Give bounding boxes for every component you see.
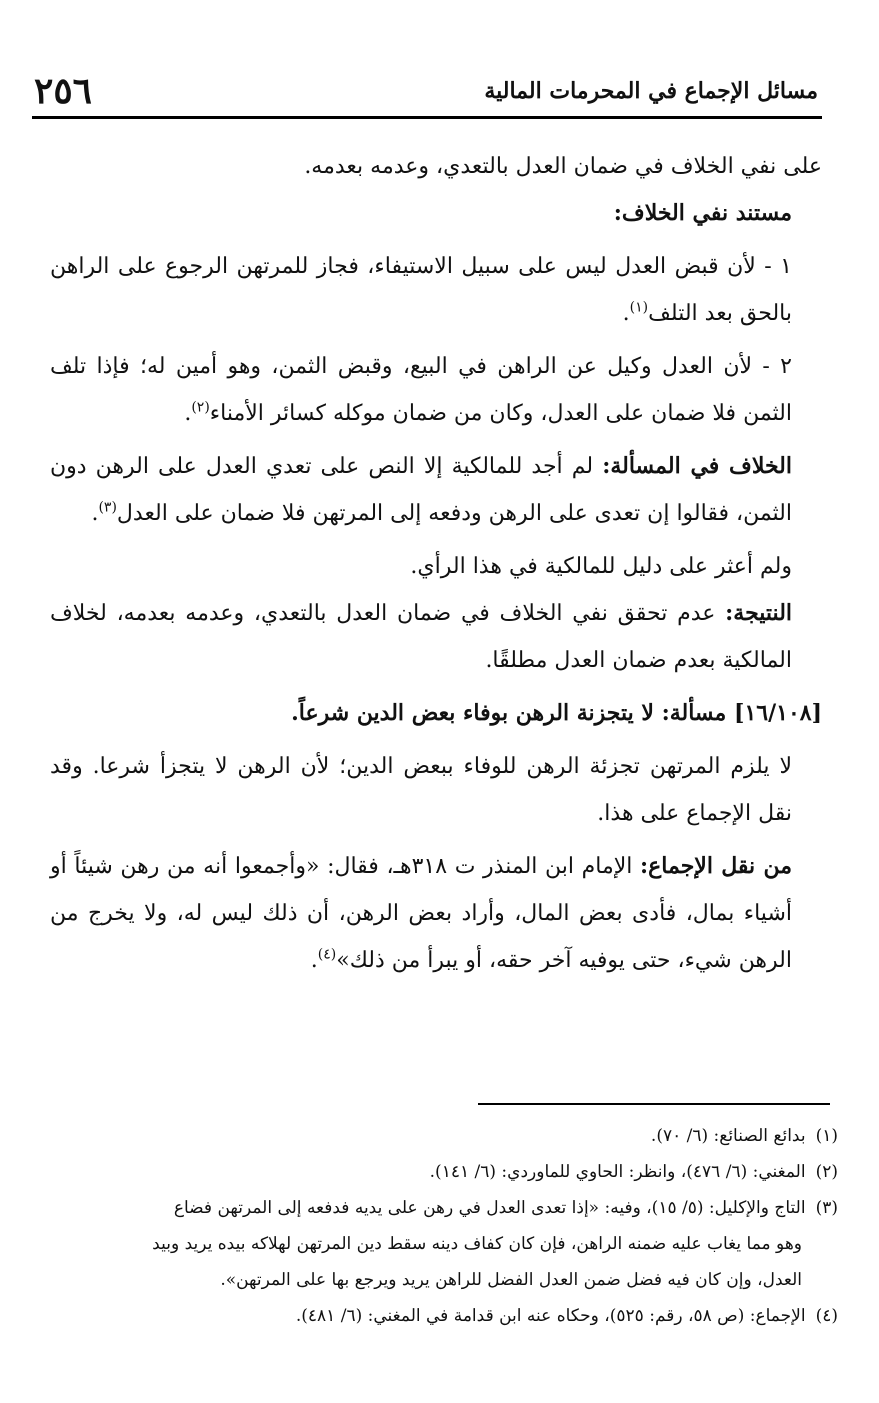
footnotes — [50, 1118, 838, 1334]
footnote-ref-1[interactable]: (١) — [629, 299, 649, 316]
footnote-text: الإجماع: (ص ٥٨، رقم: ٥٢٥)، وحكاه عنه ابن قدامة في المغني: (٦/ ٤٨١). — [295, 1306, 806, 1326]
footnote-3-continuation-1: وهو مما يغاب عليه ضمنه الراهن، فإن كان كفاف دينه سقط دين المرتهن لهلاكه بيده يريد وبيد — [152, 1234, 802, 1254]
khilaf-paragraph: الخلاف في المسألة: لم أجد للمالكية إلا النص على تعدي العدل على الرهن دون الثمن، فقالوا إن تعدى على الرهن ودفعه إلى المرتهن فلا ضمان على العدل$^{(٣)}$. — [50, 453, 792, 526]
heading-mustanad: مستند نفي الخلاف: — [613, 200, 792, 226]
footnote-separator — [478, 1103, 830, 1105]
footnote-3 — [50, 1190, 838, 1226]
footnote-marker: (٢) — [815, 1162, 838, 1182]
footnote-ref-4[interactable]: (٤) — [317, 946, 337, 963]
footnote-2 — [50, 1154, 838, 1190]
natija-text: عدم تحقق نفي الخلاف في ضمان العدل بالتعدي، وعدمه بعدمه، لخلاف المالكية بعدم ضمان العدل مطلقًا. — [50, 601, 792, 673]
paragraph-continuation: على نفي الخلاف في ضمان العدل بالتعدي، وعدمه بعدمه. — [304, 154, 822, 179]
reason-1-number: ١ - — [764, 254, 792, 279]
footnote-text: المغني: (٦/ ٤٧٦)، وانظر: الحاوي للماوردي: (٦/ ١٤١). — [429, 1162, 806, 1182]
lam-athur-paragraph: ولم أعثر على دليل للمالكية في هذا الرأي. — [410, 554, 792, 579]
natija-label: النتيجة: — [725, 600, 793, 626]
footnote-text: التاج والإكليل: (٥/ ١٥)، وفيه: «إذا تعدى العدل في رهن على يديه فدفعه إلى المرتهن فضاع — [173, 1198, 806, 1218]
khilaf-text: لم أجد للمالكية إلا النص على تعدي العدل على الرهن دون الثمن، فقالوا إن تعدى على الرهن ودفعه إلى المرتهن فلا ضمان على العدل — [50, 454, 792, 526]
footnote-marker: (٣) — [815, 1198, 838, 1218]
naql-text: الإمام ابن المنذر ت ٣١٨هـ، فقال: «وأجمعوا أنه من رهن شيئاً أو أشياء بمال، فأدى بعض المال، وأراد بعض الرهن، أن ذلك ليس له، ولا يخرج من الرهن شيء، حتى يوفيه آخر حقه، أو يبرأ من ذلك» — [50, 854, 792, 973]
masala-title: مسألة: لا يتجزنة الرهن بوفاء بعض الدين شرعاً. — [291, 700, 727, 726]
main-text — [50, 143, 822, 984]
footnote-ref-2[interactable]: (٢) — [191, 399, 210, 416]
running-title: مسائل الإجماع في المحرمات المالية — [484, 78, 818, 104]
footnote-ref-3[interactable]: (٣) — [98, 499, 117, 516]
footnote-3-continuation-2: العدل، وإن كان فيه فضل ضمن العدل الفضل للراهن يريد ويرجع بها على المرتهن». — [220, 1270, 802, 1290]
natija-paragraph — [50, 590, 822, 684]
khilaf-label: الخلاف في المسألة: — [602, 453, 792, 479]
reason-1-text: لأن قبض العدل ليس على سبيل الاستيفاء، فجاز للمرتهن الرجوع على الراهن بالحق بعد التلف — [50, 254, 792, 326]
page-number: ٢٥٦ — [34, 70, 93, 112]
footnote-marker: (١) — [815, 1126, 838, 1146]
naql-paragraph: من نقل الإجماع: الإمام ابن المنذر ت ٣١٨هـ، فقال: «وأجمعوا أنه من رهن شيئاً أو أشياء بمال، فأدى بعض المال، وأراد بعض الرهن، أن ذلك ليس له، ولا يخرج من الرهن شيء، حتى يوفيه آخر حقه، أو يبرأ من ذلك»$^{(٤)}$. — [50, 853, 792, 973]
masala-text: لا يلزم المرتهن تجزئة الرهن للوفاء ببعض الدين؛ لأن الرهن لا يتجزأ شرعا. وقد نقل الإجماع على هذا. — [50, 754, 792, 826]
reason-1: ١ - لأن قبض العدل ليس على سبيل الاستيفاء، فجاز للمرتهن الرجوع على الراهن بالحق بعد التلف$^{(١)}$. — [50, 254, 792, 326]
footnote-1 — [50, 1118, 838, 1154]
reason-2-text: لأن العدل وكيل عن الراهن في البيع، وقبض الثمن، وهو أمين له؛ فإذا تلف الثمن فلا ضمان على العدل، وكان من ضمان موكله كسائر الأمناء — [50, 354, 792, 426]
page-header — [32, 70, 822, 120]
reason-2-number: ٢ - — [762, 354, 792, 379]
reason-2: ٢ - لأن العدل وكيل عن الراهن في البيع، وقبض الثمن، وهو أمين له؛ فإذا تلف الثمن فلا ضمان على العدل، وكان من ضمان موكله كسائر الأمناء$^{(٢)}$. — [50, 354, 792, 426]
footnote-text: بدائع الصنائع: (٦/ ٧٠). — [650, 1126, 806, 1146]
footnote-marker: (٤) — [815, 1306, 838, 1326]
masala-number: [١٦/١٠٨] — [734, 700, 822, 726]
footnote-4 — [50, 1298, 838, 1334]
header-rule — [32, 116, 822, 119]
masala-heading — [50, 690, 822, 737]
naql-label: من نقل الإجماع: — [640, 853, 792, 879]
